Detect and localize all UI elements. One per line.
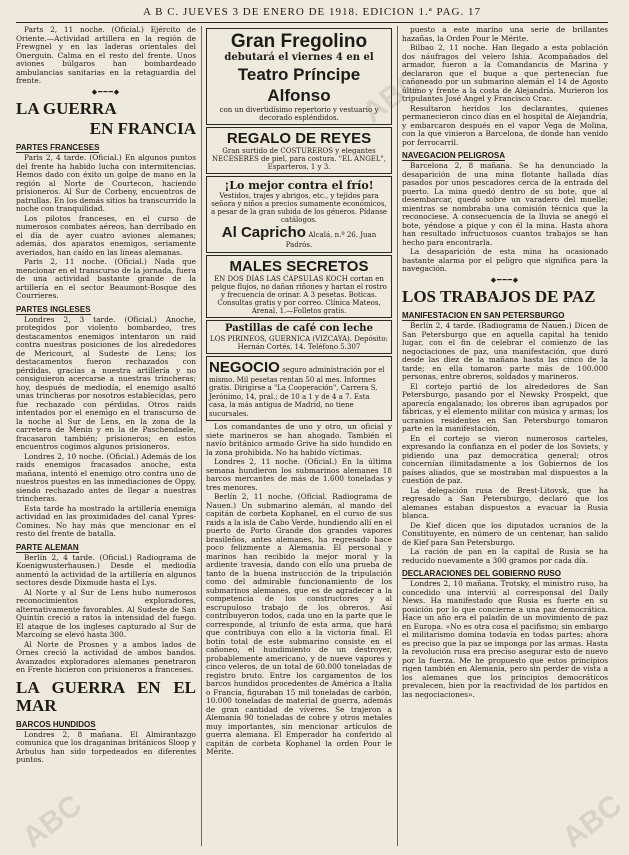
ad-regalo <box>206 127 392 174</box>
article-text: Bilbao 2, 11 noche. Han llegado a esta población dos náufragos del velero Ishia. Acompañados del armador, fueron a la Comandancia de Marina y declararon que el buque a que pertenecían fue cañoneado por un submarino alemán el 14 de Agosto último y frente a la costa de Alejandría. Murieron los tripulantes José Angel y Francisco Crac. <box>402 43 608 103</box>
ad-capricho <box>206 176 392 253</box>
article-text: Berlín 2, 4 tarde. (Radiograma de Nauen.) Dicen de San Petersburgo que en aquella capital ha tenido lugar, con el fin de celebrar el comienzo de las negociaciones de paz, una manifestación, que duró desde las diez de la mañana hasta las cinco de la tarde; en ella tomaron parte más de 100.000 personas, entre obreros, soldados y marineros. <box>402 321 608 381</box>
column-divider-1 <box>201 26 202 846</box>
subheading-barcos: BARCOS HUNDIDOS <box>16 719 96 729</box>
ad-title: REGALO DE REYES <box>226 130 372 147</box>
article-text: Londres 2, 11 noche. (Oficial.) En la última semana hundieron los submarinos alemanes 18 barcos mercantes de más de 1.600 toneladas y tres menores. <box>206 457 392 492</box>
ad-theatre: Teatro Príncipe Alfonso <box>237 65 361 105</box>
watermark-stamp: ABC <box>356 63 428 130</box>
article-text: La ración de pan en la capital de Rusia se ha reducido nuevamente a 300 gramos por cada día. <box>402 547 608 565</box>
ad-address: Alcalá, n.º 26. Juan Padrós. <box>285 231 377 249</box>
article-text: Londres 2, 8 mañana. El Almirantazgo comunica que los draganinas británicos Sloop y Arbulus han sido torpedeados en diferentes puntos. <box>16 729 196 764</box>
subheading-declaraciones: DECLARACIONES DEL GOBIERNO RUSO <box>402 569 561 578</box>
article-text: Londres 2, 10 noche. (Oficial.) Además de los raids enemigos fracasados anoche, esta mañana, intentó el enemigo otro contra uno de nuestros puestos en las inmediaciones de Oppy, siendo rechazado antes de llegar a nuestras trincheras. <box>16 451 196 503</box>
article-text: La desaparición de esta mina ha ocasionado bastante alarma por el peligro que significa para la navegación. <box>402 247 608 273</box>
ad-brand: Al Capricho <box>221 224 306 241</box>
ad-line: debutará el viernes 4 en el <box>224 52 374 63</box>
article-text: Berlín 2, 11 noche. (Oficial. Radiograma de Nauen.) Un submarino alemán, al mando del capitán de corbeta Kophanel, en el curso de sus raids a la isla de Cabo Verde, hundiendo allí en el puerto de Porto Grande dos grandes vapores brasileños, antes alemanes, ha regresado hace poco felizmente a Alemania. El personal y marinos han recibido la mejor moral y la ardiente travesía, dando con ello una prueba de tanto de la buena instrucción de la tripulación como del admirable funcionamiento de los submarinos alemanes, que es de agradecer a la competencia de los constructores y al escrupuloso trabajo de los obreros. Así contribuyeron todos, cada uno en la parte que le corresponde, al triunfo de esta arma, que hará que contribuya con ello a la victoria final. El botín total de este submarino consiste en el cañoneo, el hundimiento de un destroyer, probablemente americano, y de nueve vapores y cinco veleros, de un total de 60.000 toneladas de registro bruto. Entre los cargamentos de los barcos hundidos procedentes de América a Italia o Francia, figuraban 15 mil toneladas de carbón, 10.000 toneladas de material de guerra, además de gran cantidad de víveres. Se trajeron a Alemania 90 toneladas de cobre y otros metales muy importantes, sin mencionar artículos de guerra alemana. El Emperador ha conferido al capitán de corbeta Kophanel la orden Pour le Mérite. <box>206 492 392 756</box>
ad-pastillas <box>206 320 392 354</box>
article-text: puesto a este marino una serie de brillantes hazañas, la Orden Pour le Mérite. <box>402 25 608 43</box>
ad-body: Vestidos, trajes y abrigos, etc., y tejidos para señora y niños a precios sumamente económicos, a pesar de la gran subida de los géneros. Pídanse catálogos. <box>210 192 388 224</box>
ad-title: ¡Lo mejor contra el frío! <box>224 179 374 192</box>
article-text: Paris 2, 11 noche. (Oficial.) Nada que mencionar en el transcurso de la jornada, fuera de una actividad bastante grande de la artillería en el sector Beaumont-Bosque des Courrieres. <box>16 257 196 300</box>
section-title-francia: EN FRANCIA <box>89 119 196 138</box>
ad-subtext: con un divertidísimo repertorio y vestuario y decorado espléndidos. <box>219 106 379 122</box>
article-text: El cortejo partió de los alrededores de San Petersburgo, pasando por el Newsky Prospekt, que aparecía engalanado; los obreros iban agrupados por fábricas, y el elemento militar con música y armas; los ucranios residentes en San Petersburgo tomaron parte en la manifestación. <box>402 381 608 433</box>
article-text: Al Norte y al Sur de Lens hubo numerosos reconocimientos exploradores, alternativamente favorables. Al Sudeste de San Quintín creció a ratos la intensidad del fuego. El ataque de los ingleses capturado al Sur de Marcoing se elevó hasta 300. <box>16 587 196 639</box>
article-text: Al Norte de Prosnes y a ambos lados de Ornes creció la actividad de ambos bandos. Avanzados exploradores alemanes penetraron en Frente hicieron con prisioneros a franceses. <box>16 639 196 674</box>
ad-body: EN DOS DIAS LAS CAPSULAS KOCH cortan en pelgue flujos, no dañan riñones y hartan el rostro y frecuencia de orinar. A 3 pesetas. Boticas. Consultas gratis y por correo. Clínica Mateos, Arenal, 1.—Folletos gratis. <box>211 274 387 315</box>
column-2 <box>206 26 392 846</box>
article-text: Los pilotos franceses, en el curso de numerosos combates aéreos, han derribado en el día de ayer cuatro aviones alemanes; además, dos aparatos enemigos, seriamente averiados, han caído en las líneas alemanas. <box>16 213 196 257</box>
article-text: Los comandantes de uno y otro, un oficial y siete marineros se han ahogado. También el navío británico armado Grive ha sido hundido en la zona prohibida. No ha habido víctimas. <box>206 422 392 457</box>
ad-negocio <box>206 356 392 422</box>
article-text: Resultaron heridos los declarantes, quienes permanecieron cinco días en el hospital de Alejandría, y embarcaron después en el vapor Vega de Molina, con la que vinieron a Barcelona, de donde han venido por ferrocarril. <box>402 103 608 147</box>
column-1 <box>16 26 196 846</box>
article-text: Londres 2, 3 tarde. (Oficial.) Anoche, protegidos por violento bombardeo, tres destacamentos enemigos intentaron un raid contra nuestras posiciones de los alrededores de Mericourt, al Sudeste de Lens; los destacamentos fueron rechazados con pérdidas, gracias a nuestra artillería y no consiguieron acercarse a nuestras trincheras; hoy, después de mediodía, el enemigo asaltó unas trincheras por nosotros establecidas, pero fue rechazado con pérdidas. Otros raids intentados por el enemigo en el transcurso de la noche al Sur de Lens, en la zona de la carretera de Menin y en la de Paschendaele, fracasaron también; prisioneros; en estos encuentros cogimos algunos prisioneros. <box>16 314 196 451</box>
ad-title: MALES SECRETOS <box>229 257 369 275</box>
column-3 <box>402 26 608 846</box>
article-text: Londres 2, 10 mañana. Trotsky, el ministro ruso, ha concedido una interviú al corresponsal del Daily News. Ha manifestado que Rusia es fuerte en su posición por lo que concierne a una paz democrática. Hace un año era el paladín de un movimiento de paz en Europa. «No es otra cosa el pacifismo; sin embargo el militarismo domina todavía en todas partes; ahora es preciso que la paz se imponga por las armas. Hasta la revolución rusa era preciso asegurar esto de nuevo por la fuerza. Me he propuesto que estos principios rigen también en Alemania, pero sin perder de vista a los alemanes que los principios democráticos prevalecen, bien por la reactividad de los partidos en las negociaciones». <box>402 579 608 699</box>
ad-title: NEGOCIO <box>209 358 280 376</box>
section-title-guerra: LA GUERRA <box>16 99 117 118</box>
article-text: La delegación rusa de Brest-Litovsk, que ha regresado a San Petersburgo, declaró que los alemanes estaban dispuestos a evacuar la Rusia blanca. <box>402 485 608 520</box>
subheading-aleman: PARTE ALEMAN <box>16 542 79 552</box>
section-title-mar: LA GUERRA EN EL MAR <box>16 677 196 715</box>
article-text: Paris 2, 4 tarde. (Oficial.) En algunos puntos del frente ha habido lucha con intermitencias. Hemos dado con éxito un golpe de mano en la región al Norte de Courtecon, haciendo prisioneros. Al Sur de Corbeny, encuentros de patrullas. En los demás sitios ha transcurrido la noche con tranquilidad. <box>16 153 196 213</box>
article-text: De Kief dicen que los diputados ucranios de la Constituyente, en número de un centenar, han salido de Kief para San Petersburgo. <box>402 520 608 547</box>
article-text: Esta tarde ha mostrado la artillería enemiga actividad en las proximidades del canal Ypres-Comines. No hay más que mencionar en el resto del frente de batalla. <box>16 503 196 538</box>
ad-body: Gran surtido de COSTUREROS y elegantes NECESERES de piel, para costura. "EL ANGEL", Esparteros, 1 y 3. <box>211 147 386 171</box>
ad-body: seguro administración por el mismo. Mil pesetas rentan 50 al mes. Informes gratis. Dirigirse a "La Cooperación", Carrera S. Jerónimo, 14, pral.; de 10 a 1 y de 4 a 7. Esta casa, la más antigua de Madrid, no tiene sucursales. <box>209 365 385 418</box>
article-text: En el cortejo se vieron numerosos carteles, expresando la confianza en el poder de los Soviets, y pidiendo una paz democrática general; otros concernían ilimitadamente a los Gobiernos de los países aliados, que se mostraban mal dispuestos a la cuestión de paz. <box>402 433 608 485</box>
ornament-divider: ◆━━━◆ <box>490 275 520 284</box>
ad-body: LOS PIRINEOS, GUERNICA (VIZCAYA). Depósito: Hernán Cortés, 14. Teléfono 5.307 <box>210 334 388 351</box>
ad-title: Gran Fregolino <box>230 31 368 52</box>
article-text: Barcelona 2, 8 mañana. Se ha denunciado la desaparición de una mina flotante hallada días pasados por unos pescadores cerca de la entrada del puerto. La mina quedó dentro de su bote, que al desembarcar, quedó sobre un varadero del muelle; mientras se nombraba una comisión técnica que la reconociese. A consecuencia de la lluvia se anegó el bote, yéndose a pique y con él la mina. Hasta ahora han resultado infructuosos cuantos trabajos se han hecho para encontrarla. <box>402 161 608 247</box>
section-title-paz: LOS TRABAJOS DE PAZ <box>402 287 596 306</box>
watermark-stamp: ABC <box>556 788 628 855</box>
subheading-navegacion: NAVEGACION PELIGROSA <box>402 151 505 160</box>
subheading-franceses: PARTES FRANCESES <box>16 143 100 152</box>
subheading-ingleses: PARTES INGLESES <box>16 304 91 314</box>
header-rule <box>16 22 608 23</box>
column-divider-2 <box>397 26 398 846</box>
watermark-stamp: ABC <box>16 788 88 855</box>
subheading-manifestacion: MANIFESTACION EN SAN PETERSBURGO <box>402 311 565 320</box>
page-header: A B C. JUEVES 3 DE ENERO DE 1918. EDICION 1.ª PAG. 17 <box>143 6 481 18</box>
ad-males <box>206 255 392 318</box>
article-text: Berlín 2, 4 tarde. (Oficial.) Radiograma de Koenigwusterhausen.) Desde el mediodía aumentó la actividad de la artillería en algunos sectores desde Dixmude hasta el Lys. <box>16 552 196 587</box>
ornament-divider: ◆━━━◆ <box>91 87 121 96</box>
article-text: Parts 2, 11 noche. (Oficial.) Ejército de Oriente.—Actividad artillera en la región de Frewgnel y en las laderas orientales del Onerguin. Calma en el resto del frente. Unos aviones búlgaros han bombardeado ambulancias sanitarias en la retaguardia del frente. <box>16 25 196 85</box>
ad-title: Pastillas de café con leche <box>225 322 373 334</box>
